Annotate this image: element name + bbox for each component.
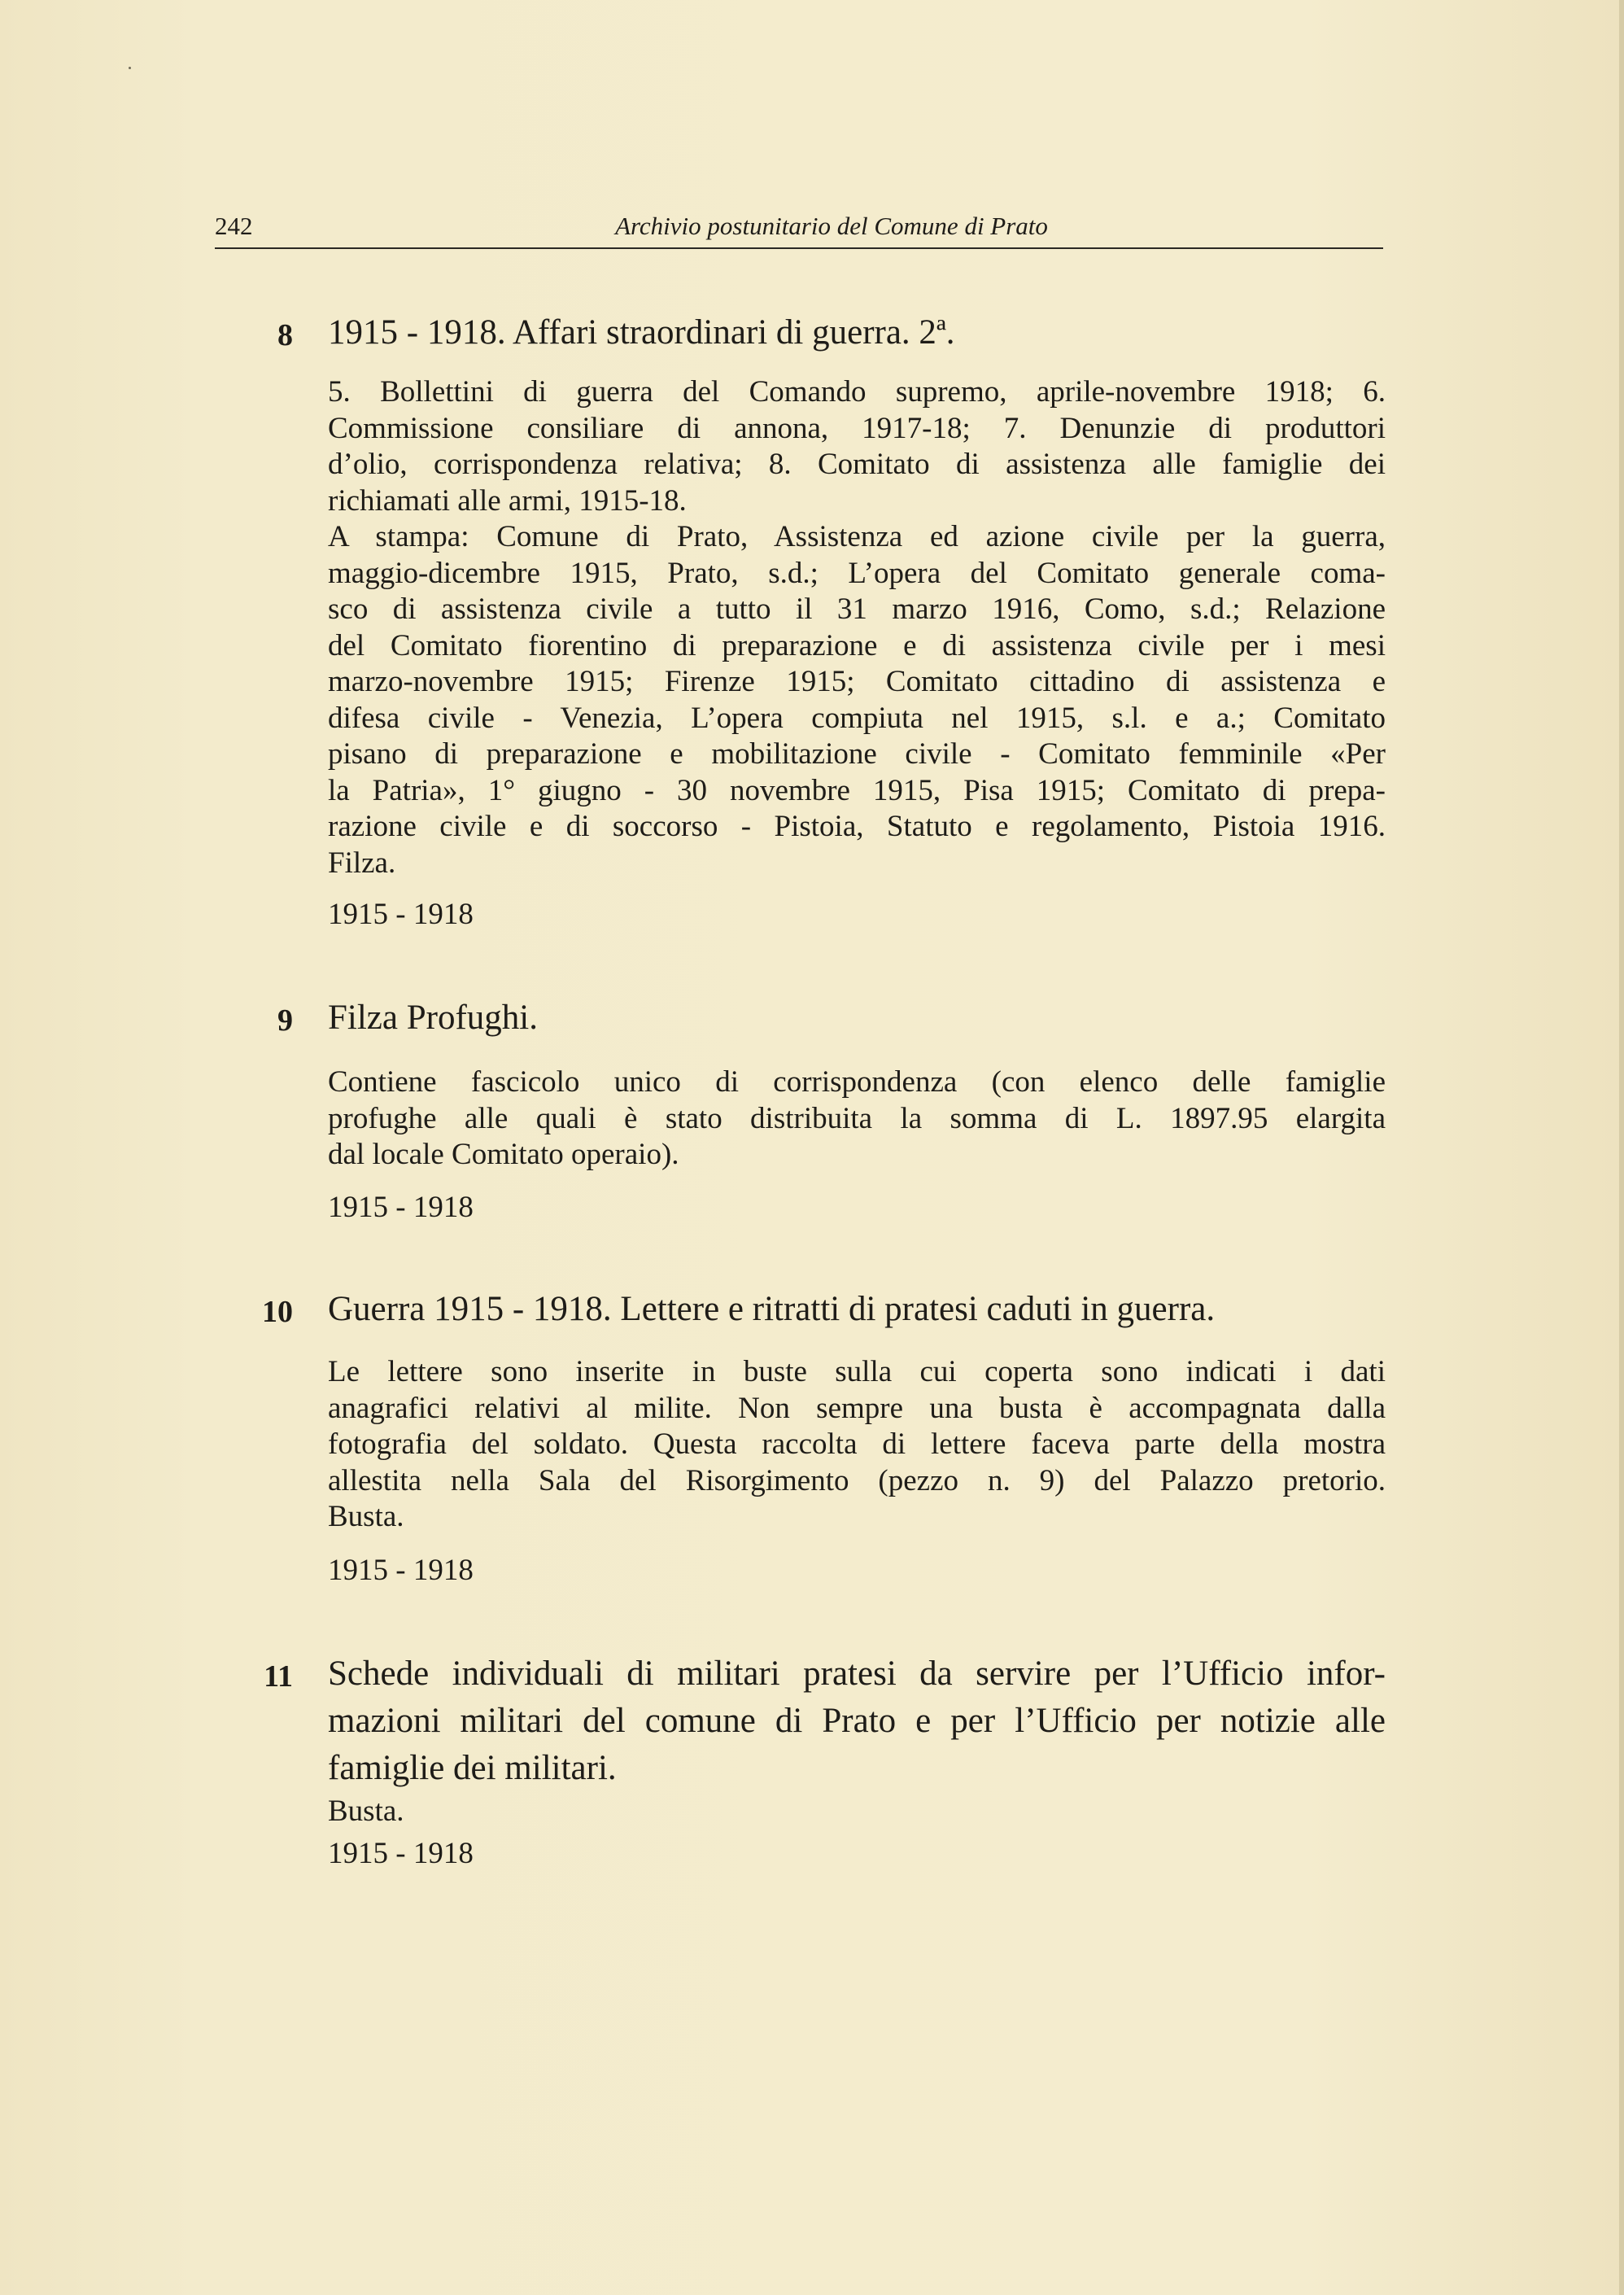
description-line: d’olio, corrispondenza relativa; 8. Comitato di assistenza alle famiglie dei (328, 448, 1386, 481)
title-line: Schede individuali di militari pratesi da servire per l’Ufficio infor- (328, 1655, 1386, 1693)
description-line: pisano di preparazione e mobilitazione civile - Comitato femminile «Per (328, 737, 1386, 771)
entry-number: 10 (262, 1295, 293, 1329)
page-number: 242 (215, 212, 253, 240)
entry-description (328, 374, 1386, 881)
description-line: Contiene fascicolo unico di corrispondenza (con elenco delle famiglie (328, 1065, 1386, 1099)
description-line: allestita nella Sala del Risorgimento (pezzo n. 9) del Palazzo pretorio. (328, 1463, 1386, 1497)
description-line: razione civile e di soccorso - Pistoia, Statuto e regolamento, Pistoia 1916. (328, 810, 1386, 843)
title-line: famiglie dei militari. (328, 1749, 617, 1787)
description-line: fotografia del soldato. Questa raccolta di lettere faceva parte della mostra (328, 1427, 1386, 1461)
page-header (215, 207, 1383, 249)
entry-date: 1915 - 1918 (328, 1191, 474, 1224)
entry-description (328, 1354, 1386, 1536)
description-line: Le lettere sono inserite in buste sulla cui coperta sono indicati i dati (328, 1355, 1386, 1388)
entry-number: 8 (277, 318, 293, 352)
description-line: sco di assistenza civile a tutto il 31 marzo 1916, Como, s.d.; Relazione (328, 592, 1386, 626)
entry-title: Guerra 1915 - 1918. Lettere e ritratti di pratesi caduti in guerra. (328, 1290, 1216, 1328)
entry-title: Filza Profughi. (328, 999, 538, 1037)
paper-speck (129, 67, 131, 69)
description-line: marzo-novembre 1915; Firenze 1915; Comitato cittadino di assistenza e (328, 665, 1386, 698)
entry-date: 1915 - 1918 (328, 1837, 474, 1870)
description-line: dal locale Comitato operaio). (328, 1138, 679, 1171)
entry-number: 11 (264, 1659, 293, 1694)
description-line: difesa civile - Venezia, L’opera compiuta nel 1915, s.l. e a.; Comitato (328, 701, 1386, 735)
title-line: mazioni militari del comune di Prato e per l’Ufficio per notizie alle (328, 1702, 1386, 1740)
entry-description (328, 1794, 1386, 1830)
description-line: anagrafici relativi al milite. Non sempre una busta è accompagnata dalla (328, 1391, 1386, 1425)
entry-number: 9 (277, 1003, 293, 1038)
description-line: Filza. (328, 846, 396, 880)
description-line: Commissione consiliare di annona, 1917-18; 7. Denunzie di produttori (328, 411, 1386, 445)
entry-date: 1915 - 1918 (328, 1554, 474, 1587)
running-title: Archivio postunitario del Comune di Prato (615, 212, 1048, 240)
page-edge (1619, 0, 1624, 2295)
description-line: Busta. (328, 1500, 404, 1533)
description-line: del Comitato fiorentino di preparazione e di assistenza civile per i mesi (328, 628, 1386, 662)
description-line: 5. Bollettini di guerra del Comando supremo, aprile-novembre 1918; 6. (328, 375, 1386, 409)
entry-date: 1915 - 1918 (328, 898, 474, 931)
entry-description (328, 1064, 1386, 1174)
entry-title: 1915 - 1918. Affari straordinari di guerra. 2ª. (328, 313, 955, 352)
description-line: maggio-dicembre 1915, Prato, s.d.; L’opera del Comitato generale coma- (328, 556, 1386, 590)
description-line: profughe alle quali è stato distribuita la somma di L. 1897.95 elargita (328, 1101, 1386, 1135)
description-line: la Patria», 1° giugno - 30 novembre 1915, Pisa 1915; Comitato di prepa- (328, 773, 1386, 807)
description-line: A stampa: Comune di Prato, Assistenza ed azione civile per la guerra, (328, 520, 1386, 553)
description-line: richiamati alle armi, 1915-18. (328, 483, 687, 518)
entry-title (328, 1650, 1386, 1792)
description-line: Busta. (328, 1794, 404, 1828)
